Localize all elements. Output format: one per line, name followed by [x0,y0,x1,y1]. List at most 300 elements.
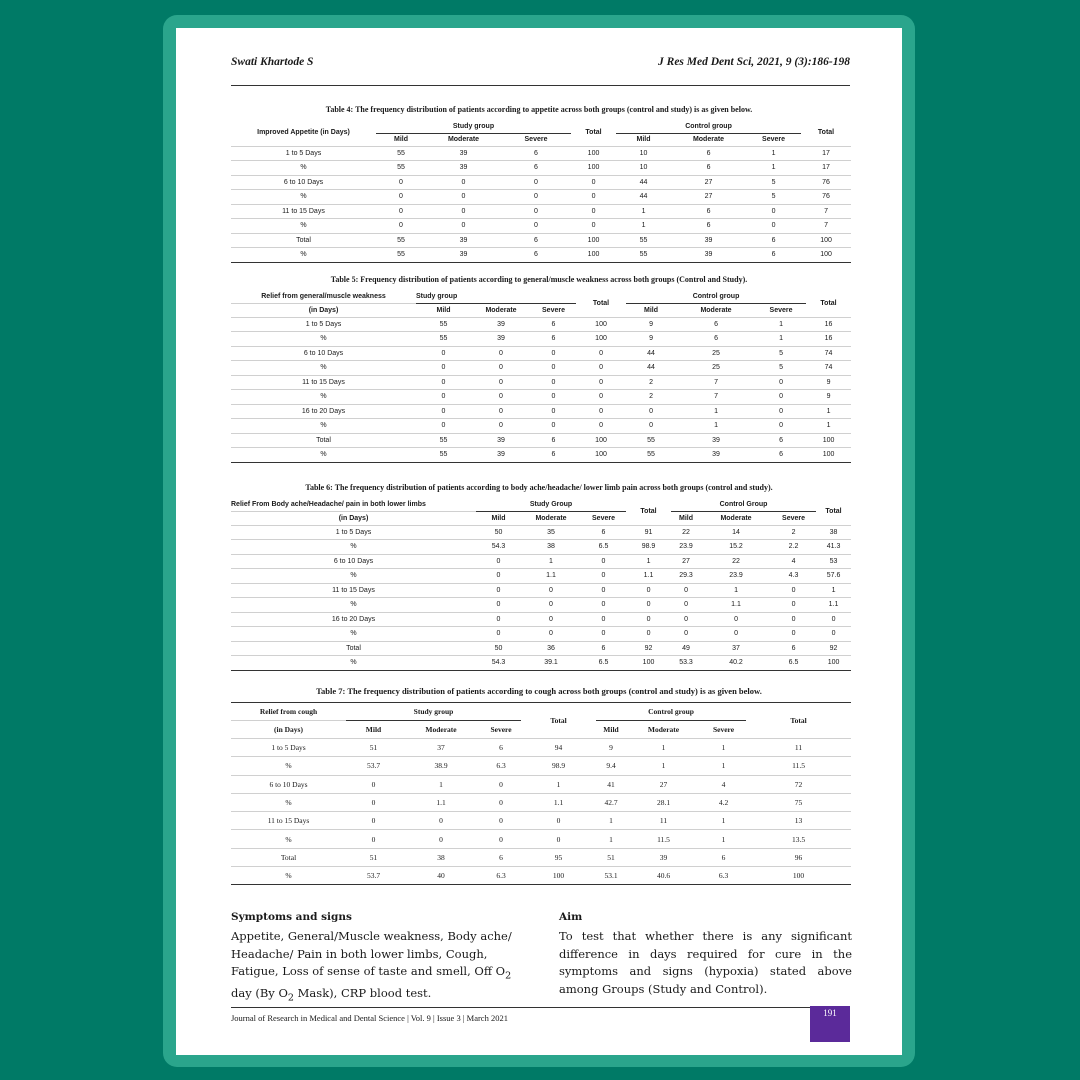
table6-moderate-header: Moderate [521,511,581,525]
table6-study-header: Study Group [476,498,626,511]
aim-title: Aim [559,911,583,923]
value-cell: 55 [626,433,676,448]
value-cell: 0 [521,627,581,642]
value-cell: 1.1 [521,569,581,584]
value-cell: 39 [426,233,501,248]
value-cell: 6 [501,161,571,176]
row-label-cell: % [231,190,376,205]
table-row [231,739,851,757]
row-label-cell: % [231,793,346,811]
value-cell: 9.4 [596,757,626,775]
value-cell: 9 [806,390,851,405]
value-cell: 17 [801,161,851,176]
row-label-cell: 16 to 20 Days [231,404,416,419]
value-cell: 53.1 [596,867,626,885]
table7-severe-header: Severe [481,721,521,739]
value-cell: 1 [521,554,581,569]
value-cell: 53.7 [346,867,401,885]
value-cell: 0 [531,390,576,405]
value-cell: 0 [426,175,501,190]
subscript: 2 [505,970,512,982]
value-cell: 0 [746,204,801,219]
row-label-cell: % [231,569,476,584]
value-cell: 0 [416,361,471,376]
value-cell: 29.3 [671,569,701,584]
symptoms-text-part: Appetite, General/Muscle weakness, Body ache/ Headache/ Pain in both lower limbs, Cough, Fatigue, Loss of sense of taste and smell, Off O [231,929,512,978]
value-cell: 11 [746,739,851,757]
row-label-cell: 11 to 15 Days [231,583,476,598]
value-cell: 0 [816,612,851,627]
value-cell: 0 [476,598,521,613]
value-cell: 0 [501,219,571,234]
value-cell: 13.5 [746,830,851,848]
row-label-cell: % [231,830,346,848]
value-cell: 6 [531,433,576,448]
row-label-cell: 1 to 5 Days [231,146,376,161]
value-cell: 0 [416,375,471,390]
value-cell: 27 [626,775,701,793]
value-cell: 39 [671,248,746,263]
row-label-cell: Total [231,848,346,866]
value-cell: 55 [616,248,671,263]
value-cell: 6.5 [581,540,626,555]
value-cell: 0 [531,375,576,390]
table-row [231,525,851,540]
value-cell: 40 [401,867,481,885]
value-cell: 53.7 [346,757,401,775]
header-author: Swati Khartode S [231,56,314,68]
table-row [231,433,851,448]
value-cell: 6 [671,219,746,234]
value-cell: 50 [476,641,521,656]
value-cell: 39 [676,433,756,448]
value-cell: 9 [806,375,851,390]
value-cell: 0 [756,375,806,390]
row-label-cell: 1 to 5 Days [231,525,476,540]
value-cell: 0 [531,419,576,434]
value-cell: 1 [746,161,801,176]
value-cell: 100 [521,867,596,885]
table-row [231,404,851,419]
value-cell: 98.9 [626,540,671,555]
table-row [231,346,851,361]
value-cell: 0 [576,361,626,376]
value-cell: 7 [676,390,756,405]
value-cell: 6 [531,448,576,463]
table7 [231,702,851,885]
row-label-cell: % [231,867,346,885]
value-cell: 76 [801,175,851,190]
symptoms-text-part: Mask), CRP blood test. [294,985,432,1000]
table-row [231,233,851,248]
table-row [231,248,851,263]
value-cell: 0 [501,190,571,205]
value-cell: 0 [471,419,531,434]
table-row [231,612,851,627]
value-cell: 16 [806,317,851,332]
value-cell: 74 [806,346,851,361]
value-cell: 0 [416,404,471,419]
value-cell: 0 [581,569,626,584]
value-cell: 0 [531,404,576,419]
table6-mild-header: Mild [671,511,701,525]
value-cell: 6 [746,233,801,248]
table6-severe-header: Severe [581,511,626,525]
value-cell: 100 [576,433,626,448]
row-label-cell: % [231,332,416,347]
table4 [231,120,851,263]
value-cell: 0 [581,554,626,569]
value-cell: 0 [756,390,806,405]
row-label-cell: % [231,656,476,671]
value-cell: 0 [626,419,676,434]
value-cell: 0 [476,583,521,598]
table6-severe-header: Severe [771,511,816,525]
value-cell: 100 [801,248,851,263]
value-cell: 100 [746,867,851,885]
table5-study-total-header: Total [576,290,626,317]
table6-row-label: Relief From Body ache/Headache/ pain in both lower limbs [231,498,476,511]
table6-control-total-header: Total [816,498,851,525]
value-cell: 0 [471,404,531,419]
table4-control-header: Control group [616,120,801,133]
value-cell: 6 [501,146,571,161]
value-cell: 9 [626,332,676,347]
value-cell: 53 [816,554,851,569]
value-cell: 100 [576,317,626,332]
value-cell: 23.9 [701,569,771,584]
row-label-cell: 6 to 10 Days [231,175,376,190]
value-cell: 22 [671,525,701,540]
value-cell: 92 [816,641,851,656]
value-cell: 39 [471,332,531,347]
row-label-cell: 16 to 20 Days [231,612,476,627]
value-cell: 39 [471,317,531,332]
value-cell: 0 [416,390,471,405]
value-cell: 0 [581,627,626,642]
value-cell: 6 [756,433,806,448]
table-row [231,656,851,671]
subscript: 2 [287,992,294,1004]
value-cell: 0 [376,204,426,219]
row-label-cell: Total [231,641,476,656]
value-cell: 1 [701,757,746,775]
table-row [231,569,851,584]
table6-row-label-unit: (in Days) [231,511,476,525]
value-cell: 55 [376,161,426,176]
value-cell: 0 [576,346,626,361]
value-cell: 100 [801,233,851,248]
value-cell: 0 [671,627,701,642]
value-cell: 11.5 [746,757,851,775]
value-cell: 4 [701,775,746,793]
table4-caption: Table 4: The frequency distribution of patients according to appetite across both groups (control and study) is as given below. [325,105,753,114]
value-cell: 6 [531,317,576,332]
value-cell: 1 [701,830,746,848]
value-cell: 39 [671,233,746,248]
value-cell: 0 [576,390,626,405]
value-cell: 0 [521,583,581,598]
value-cell: 11 [626,812,701,830]
value-cell: 27 [671,190,746,205]
value-cell: 6 [481,848,521,866]
value-cell: 100 [816,656,851,671]
table-row [231,830,851,848]
value-cell: 38 [401,848,481,866]
value-cell: 0 [401,812,481,830]
value-cell: 0 [671,583,701,598]
value-cell: 1 [746,146,801,161]
table7-control-header: Control group [596,703,746,721]
table7-caption: Table 7: The frequency distribution of patients according to cough across both groups (control and study) is as given below. [316,686,762,696]
value-cell: 51 [346,848,401,866]
value-cell: 0 [346,775,401,793]
table-row [231,317,851,332]
table-row [231,219,851,234]
value-cell: 0 [701,627,771,642]
value-cell: 6 [481,739,521,757]
value-cell: 0 [476,569,521,584]
row-label-cell: 6 to 10 Days [231,775,346,793]
value-cell: 0 [481,830,521,848]
value-cell: 36 [521,641,581,656]
value-cell: 6 [501,233,571,248]
row-label-cell: % [231,161,376,176]
table-row [231,390,851,405]
table-row [231,757,851,775]
table6-study-total-header: Total [626,498,671,525]
value-cell: 27 [671,554,701,569]
value-cell: 1.1 [521,793,596,811]
footer-text: Journal of Research in Medical and Dental Science | Vol. 9 | Issue 3 | March 2021 [231,1013,508,1023]
value-cell: 2 [626,390,676,405]
value-cell: 55 [416,448,471,463]
table4-severe-header: Severe [501,133,571,146]
value-cell: 0 [416,419,471,434]
table-row [231,190,851,205]
value-cell: 0 [471,375,531,390]
value-cell: 6 [676,317,756,332]
page-number-badge: 191 [810,1006,850,1042]
table5-control-total-header: Total [806,290,851,317]
value-cell: 6.5 [771,656,816,671]
value-cell: 6.3 [481,867,521,885]
header-journal-ref: J Res Med Dent Sci, 2021, 9 (3):186-198 [658,56,850,68]
table-row [231,793,851,811]
value-cell: 6.3 [481,757,521,775]
value-cell: 0 [426,204,501,219]
value-cell: 0 [671,598,701,613]
value-cell: 100 [571,248,616,263]
table7-moderate-header: Moderate [626,721,701,739]
value-cell: 1 [401,775,481,793]
table7-row-label-unit: (in Days) [231,721,346,739]
value-cell: 1.1 [401,793,481,811]
value-cell: 1 [596,812,626,830]
row-label-cell: % [231,448,416,463]
value-cell: 0 [626,598,671,613]
value-cell: 6 [676,332,756,347]
value-cell: 0 [481,793,521,811]
value-cell: 7 [801,204,851,219]
value-cell: 1 [701,739,746,757]
value-cell: 0 [571,219,616,234]
table-row [231,627,851,642]
value-cell: 0 [531,361,576,376]
value-cell: 4.2 [701,793,746,811]
table-row [231,812,851,830]
value-cell: 0 [521,830,596,848]
table5-row-label: Relief from general/muscle weakness [231,290,416,303]
value-cell: 6 [671,204,746,219]
symptoms-title: Symptoms and signs [231,911,352,923]
value-cell: 44 [616,190,671,205]
value-cell: 1.1 [816,598,851,613]
table6-caption: Table 6: The frequency distribution of patients according to body ache/headache/ lower limb pain across both groups (control and study). [305,483,773,492]
value-cell: 39 [426,161,501,176]
value-cell: 0 [501,175,571,190]
table-row [231,598,851,613]
table-row [231,448,851,463]
value-cell: 0 [701,612,771,627]
value-cell: 72 [746,775,851,793]
value-cell: 17 [801,146,851,161]
aim-section [559,911,852,998]
value-cell: 4.3 [771,569,816,584]
table7-study-total-header: Total [521,703,596,739]
table4-severe-header: Severe [746,133,801,146]
value-cell: 1 [701,583,771,598]
value-cell: 2 [626,375,676,390]
aim-text: To test that whether there is any significant difference in days required for cure in the symptoms and signs (hypoxia) stated above among Groups (Study and Control). [559,929,852,996]
value-cell: 1 [596,830,626,848]
value-cell: 94 [521,739,596,757]
value-cell: 40.6 [626,867,701,885]
value-cell: 38.9 [401,757,481,775]
row-label-cell: % [231,540,476,555]
value-cell: 0 [471,390,531,405]
value-cell: 28.1 [626,793,701,811]
table4-control-total-header: Total [801,120,851,146]
value-cell: 0 [626,583,671,598]
value-cell: 35 [521,525,581,540]
value-cell: 0 [771,612,816,627]
value-cell: 44 [626,346,676,361]
value-cell: 55 [416,332,471,347]
table4-mild-header: Mild [376,133,426,146]
value-cell: 1 [676,404,756,419]
symptoms-text [231,928,526,1007]
table-row [231,204,851,219]
table4-mild-header: Mild [616,133,671,146]
value-cell: 39 [426,146,501,161]
value-cell: 0 [346,812,401,830]
table5-moderate-header: Moderate [471,303,531,317]
symptoms-text-part: day (By O [231,985,288,1000]
value-cell: 39 [471,448,531,463]
value-cell: 98.9 [521,757,596,775]
value-cell: 0 [346,830,401,848]
table-row [231,554,851,569]
value-cell: 0 [581,583,626,598]
value-cell: 1 [756,332,806,347]
value-cell: 10 [616,161,671,176]
table-row [231,583,851,598]
value-cell: 0 [576,375,626,390]
value-cell: 0 [576,404,626,419]
row-label-cell: % [231,219,376,234]
row-label-cell: 6 to 10 Days [231,554,476,569]
value-cell: 4 [771,554,816,569]
value-cell: 0 [426,190,501,205]
table4-study-total-header: Total [571,120,616,146]
table5-study-header: Study group [416,290,576,303]
value-cell: 39 [426,248,501,263]
value-cell: 39 [676,448,756,463]
table-row [231,361,851,376]
value-cell: 22 [701,554,771,569]
value-cell: 91 [626,525,671,540]
value-cell: 2 [771,525,816,540]
value-cell: 25 [676,346,756,361]
table5 [231,290,851,463]
value-cell: 23.9 [671,540,701,555]
table6 [231,498,851,671]
value-cell: 0 [571,204,616,219]
row-label-cell: % [231,361,416,376]
table6-moderate-header: Moderate [701,511,771,525]
row-label-cell: 11 to 15 Days [231,812,346,830]
value-cell: 6 [771,641,816,656]
value-cell: 51 [346,739,401,757]
value-cell: 39 [471,433,531,448]
value-cell: 100 [806,448,851,463]
value-cell: 9 [596,739,626,757]
value-cell: 41.3 [816,540,851,555]
row-label-cell: % [231,757,346,775]
value-cell: 39.1 [521,656,581,671]
value-cell: 42.7 [596,793,626,811]
value-cell: 0 [756,419,806,434]
symptoms-section [231,911,526,1007]
value-cell: 1 [626,757,701,775]
table4-moderate-header: Moderate [426,133,501,146]
value-cell: 2.2 [771,540,816,555]
row-label-cell: % [231,248,376,263]
value-cell: 1 [816,583,851,598]
table6-control-header: Control Group [671,498,816,511]
value-cell: 76 [801,190,851,205]
value-cell: 0 [376,190,426,205]
value-cell: 16 [806,332,851,347]
row-label-cell: % [231,419,416,434]
value-cell: 100 [576,332,626,347]
value-cell: 5 [746,175,801,190]
value-cell: 37 [401,739,481,757]
value-cell: 13 [746,812,851,830]
value-cell: 100 [626,656,671,671]
table5-caption: Table 5: Frequency distribution of patients according to general/muscle weakness across both groups (Control and Study). [330,275,748,284]
value-cell: 0 [571,190,616,205]
value-cell: 55 [416,317,471,332]
value-cell: 0 [376,175,426,190]
value-cell: 7 [801,219,851,234]
value-cell: 0 [481,812,521,830]
value-cell: 7 [676,375,756,390]
value-cell: 39 [626,848,701,866]
value-cell: 0 [476,554,521,569]
value-cell: 6 [671,161,746,176]
